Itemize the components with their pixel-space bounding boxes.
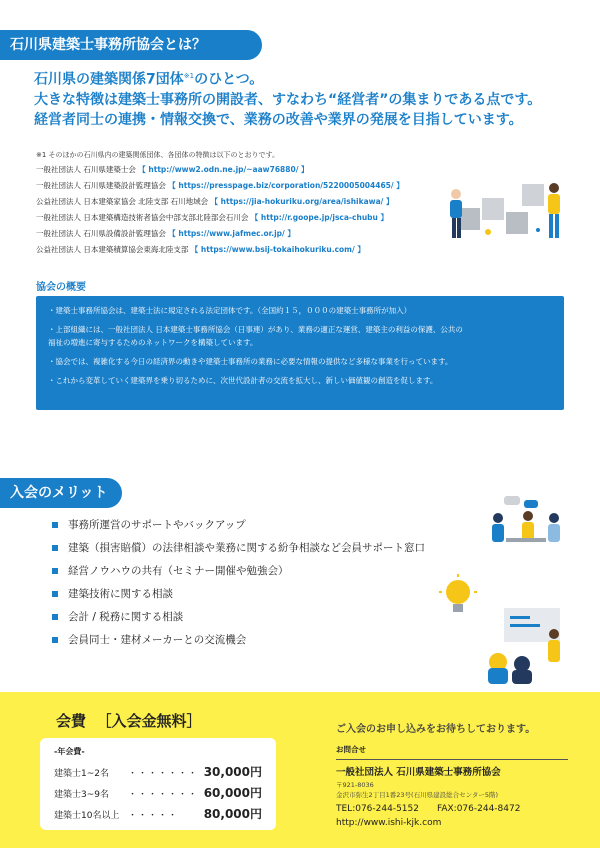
merit-item: 経営ノウハウの共有（セミナー開催や勉強会） <box>52 560 425 583</box>
org-url[interactable]: 【 https://www.bsij-tokaihokuriku.com/ 】 <box>190 245 365 254</box>
org-name: 一般社団法人 石川県建築士会 <box>36 165 136 174</box>
phone-fax <box>336 804 520 814</box>
overview-item-line2: 福祉の増進に寄与するためのネットワークを構築しています。 <box>48 338 258 347</box>
section-header-merits <box>0 478 122 508</box>
fee-row-label: 建築士1~2名 <box>54 769 109 779</box>
fee-row-dots: ・・・・・ <box>128 811 179 821</box>
overview-label: 協会の概要 <box>36 278 564 300</box>
seminar-illustration <box>484 604 570 684</box>
merit-item: 建築技術に関する相談 <box>52 583 425 606</box>
org-list <box>36 162 436 258</box>
contact-label: お問合せ <box>336 744 568 760</box>
fee-card <box>40 738 276 830</box>
lead-line1-a: 石川県の建築関係7団体 <box>34 71 184 88</box>
fee-title-label: 会費 <box>56 712 87 730</box>
org-url[interactable]: 【 http://www2.odn.ne.jp/~aaw76880/ 】 <box>138 165 309 174</box>
overview-box <box>36 296 564 410</box>
org-name: 一般社団法人 石川県建築設計監理協会 <box>36 181 166 190</box>
fee-title <box>56 710 201 731</box>
overview-item: ・建築士事務所協会は、建築士法に規定される法定団体です。（全国約１５，０００の建築士事務所が加入） <box>48 306 412 315</box>
fee-row-amount: 30,000円 <box>203 765 262 779</box>
org-name: 公益社団法人 日本建築積算協会東海北陸支部 <box>36 245 189 254</box>
lead-note-mark: ※1 <box>183 72 195 80</box>
lead-line3: 経営者同士の連携・情報交換で、業務の改善や業界の発展を目指しています。 <box>34 111 523 128</box>
fee-caption: -年会費- <box>54 747 85 756</box>
fee-row-dots: ・・・・・・・ <box>128 769 199 779</box>
lightbulb-illustration <box>436 572 480 624</box>
merit-item: 事務所運営のサポートやバックアップ <box>52 514 425 537</box>
address: 金沢市弥生2丁目1番23号(石川県建設総合センター5階) <box>336 791 498 799</box>
org-item <box>36 226 436 242</box>
postal-code: 〒921-8036 <box>336 781 374 789</box>
association-name: 一般社団法人 石川県建築士事務所協会 <box>336 767 501 778</box>
overview-item: ・協会では、複雑化する今日の経済界の動きや建築士事務所の業務に必要な情報の提供など多様な事業を行っています。 <box>48 357 453 366</box>
overview-item-line1: ・上部組織には、一般社団法人 日本建築士事務所協会（日事連）があり、業務の適正な運営、建築主の利益の保護、公共の <box>48 325 463 334</box>
section-header-about <box>0 30 262 60</box>
footnote: ※1 そのほかの石川県内の建築関係団体、各団体の特徴は以下のとおりです。 <box>36 151 279 159</box>
fee-row-label: 建築士10名以上 <box>54 811 120 821</box>
fee-row-label: 建築士3~9名 <box>54 790 109 800</box>
section-title-about: 石川県建築士事務所協会とは？ <box>10 37 206 53</box>
merit-item: 会計 / 税務に関する相談 <box>52 606 425 629</box>
website-link[interactable]: http://www.ishi-kjk.com <box>336 818 442 828</box>
org-item <box>36 178 436 194</box>
fee-row-dots: ・・・・・・・ <box>128 790 199 800</box>
org-url[interactable]: 【 http://r.goope.jp/jsca-chubu 】 <box>250 213 388 222</box>
meeting-illustration <box>484 494 570 554</box>
org-item <box>36 162 436 178</box>
invite-text: ご入会のお申し込みをお待ちしております。 <box>336 724 536 735</box>
lead-text <box>34 66 574 130</box>
org-url[interactable]: 【 https://presspage.biz/corporation/5220005004465/ 】 <box>168 181 404 190</box>
fee-row <box>54 784 262 805</box>
org-item <box>36 242 436 258</box>
lead-line2: 大きな特徴は建築士事務所の開設者、すなわち“経営者”の集まりである点です。 <box>34 91 542 108</box>
org-url[interactable]: 【 https://www.jafmec.or.jp/ 】 <box>168 229 295 238</box>
fee-row-amount: 80,000円 <box>203 807 262 821</box>
fax: FAX:076-244-8472 <box>437 804 521 814</box>
overview-item: ・これから変革していく建築界を乗り切るために、次世代設計者の交流を拡大し、新しい価値観の創造を促します。 <box>48 376 438 385</box>
org-name: 公益社団法人 日本建築家協会 北陸支部 石川地域会 <box>36 197 209 206</box>
fee-row-amount: 60,000円 <box>203 786 262 800</box>
section-title-merits: 入会のメリット <box>10 485 108 501</box>
merit-item: 建築（損害賠償）の法律相談や業務に関する紛争相談など会員サポート窓口 <box>52 537 425 560</box>
overview-item <box>48 323 552 349</box>
org-name: 一般社団法人 日本建築構造技術者協会中部支部北陸部会石川会 <box>36 213 249 222</box>
fee-row <box>54 763 262 784</box>
org-item <box>36 194 436 210</box>
org-item <box>36 210 436 226</box>
fee-title-note: ［入会金無料］ <box>96 712 202 730</box>
merit-list <box>52 514 425 652</box>
puzzle-illustration <box>448 178 572 244</box>
lead-line1-b: のひとつ。 <box>194 71 264 88</box>
org-url[interactable]: 【 https://jia-hokuriku.org/area/ishikawa/ 】 <box>210 197 394 206</box>
fee-row <box>54 805 262 826</box>
tel[interactable]: TEL:076-244-5152 <box>336 804 419 814</box>
merit-item: 会員同士・建材メーカーとの交流機会 <box>52 629 425 652</box>
org-name: 一般社団法人 石川県設備設計監理協会 <box>36 229 166 238</box>
